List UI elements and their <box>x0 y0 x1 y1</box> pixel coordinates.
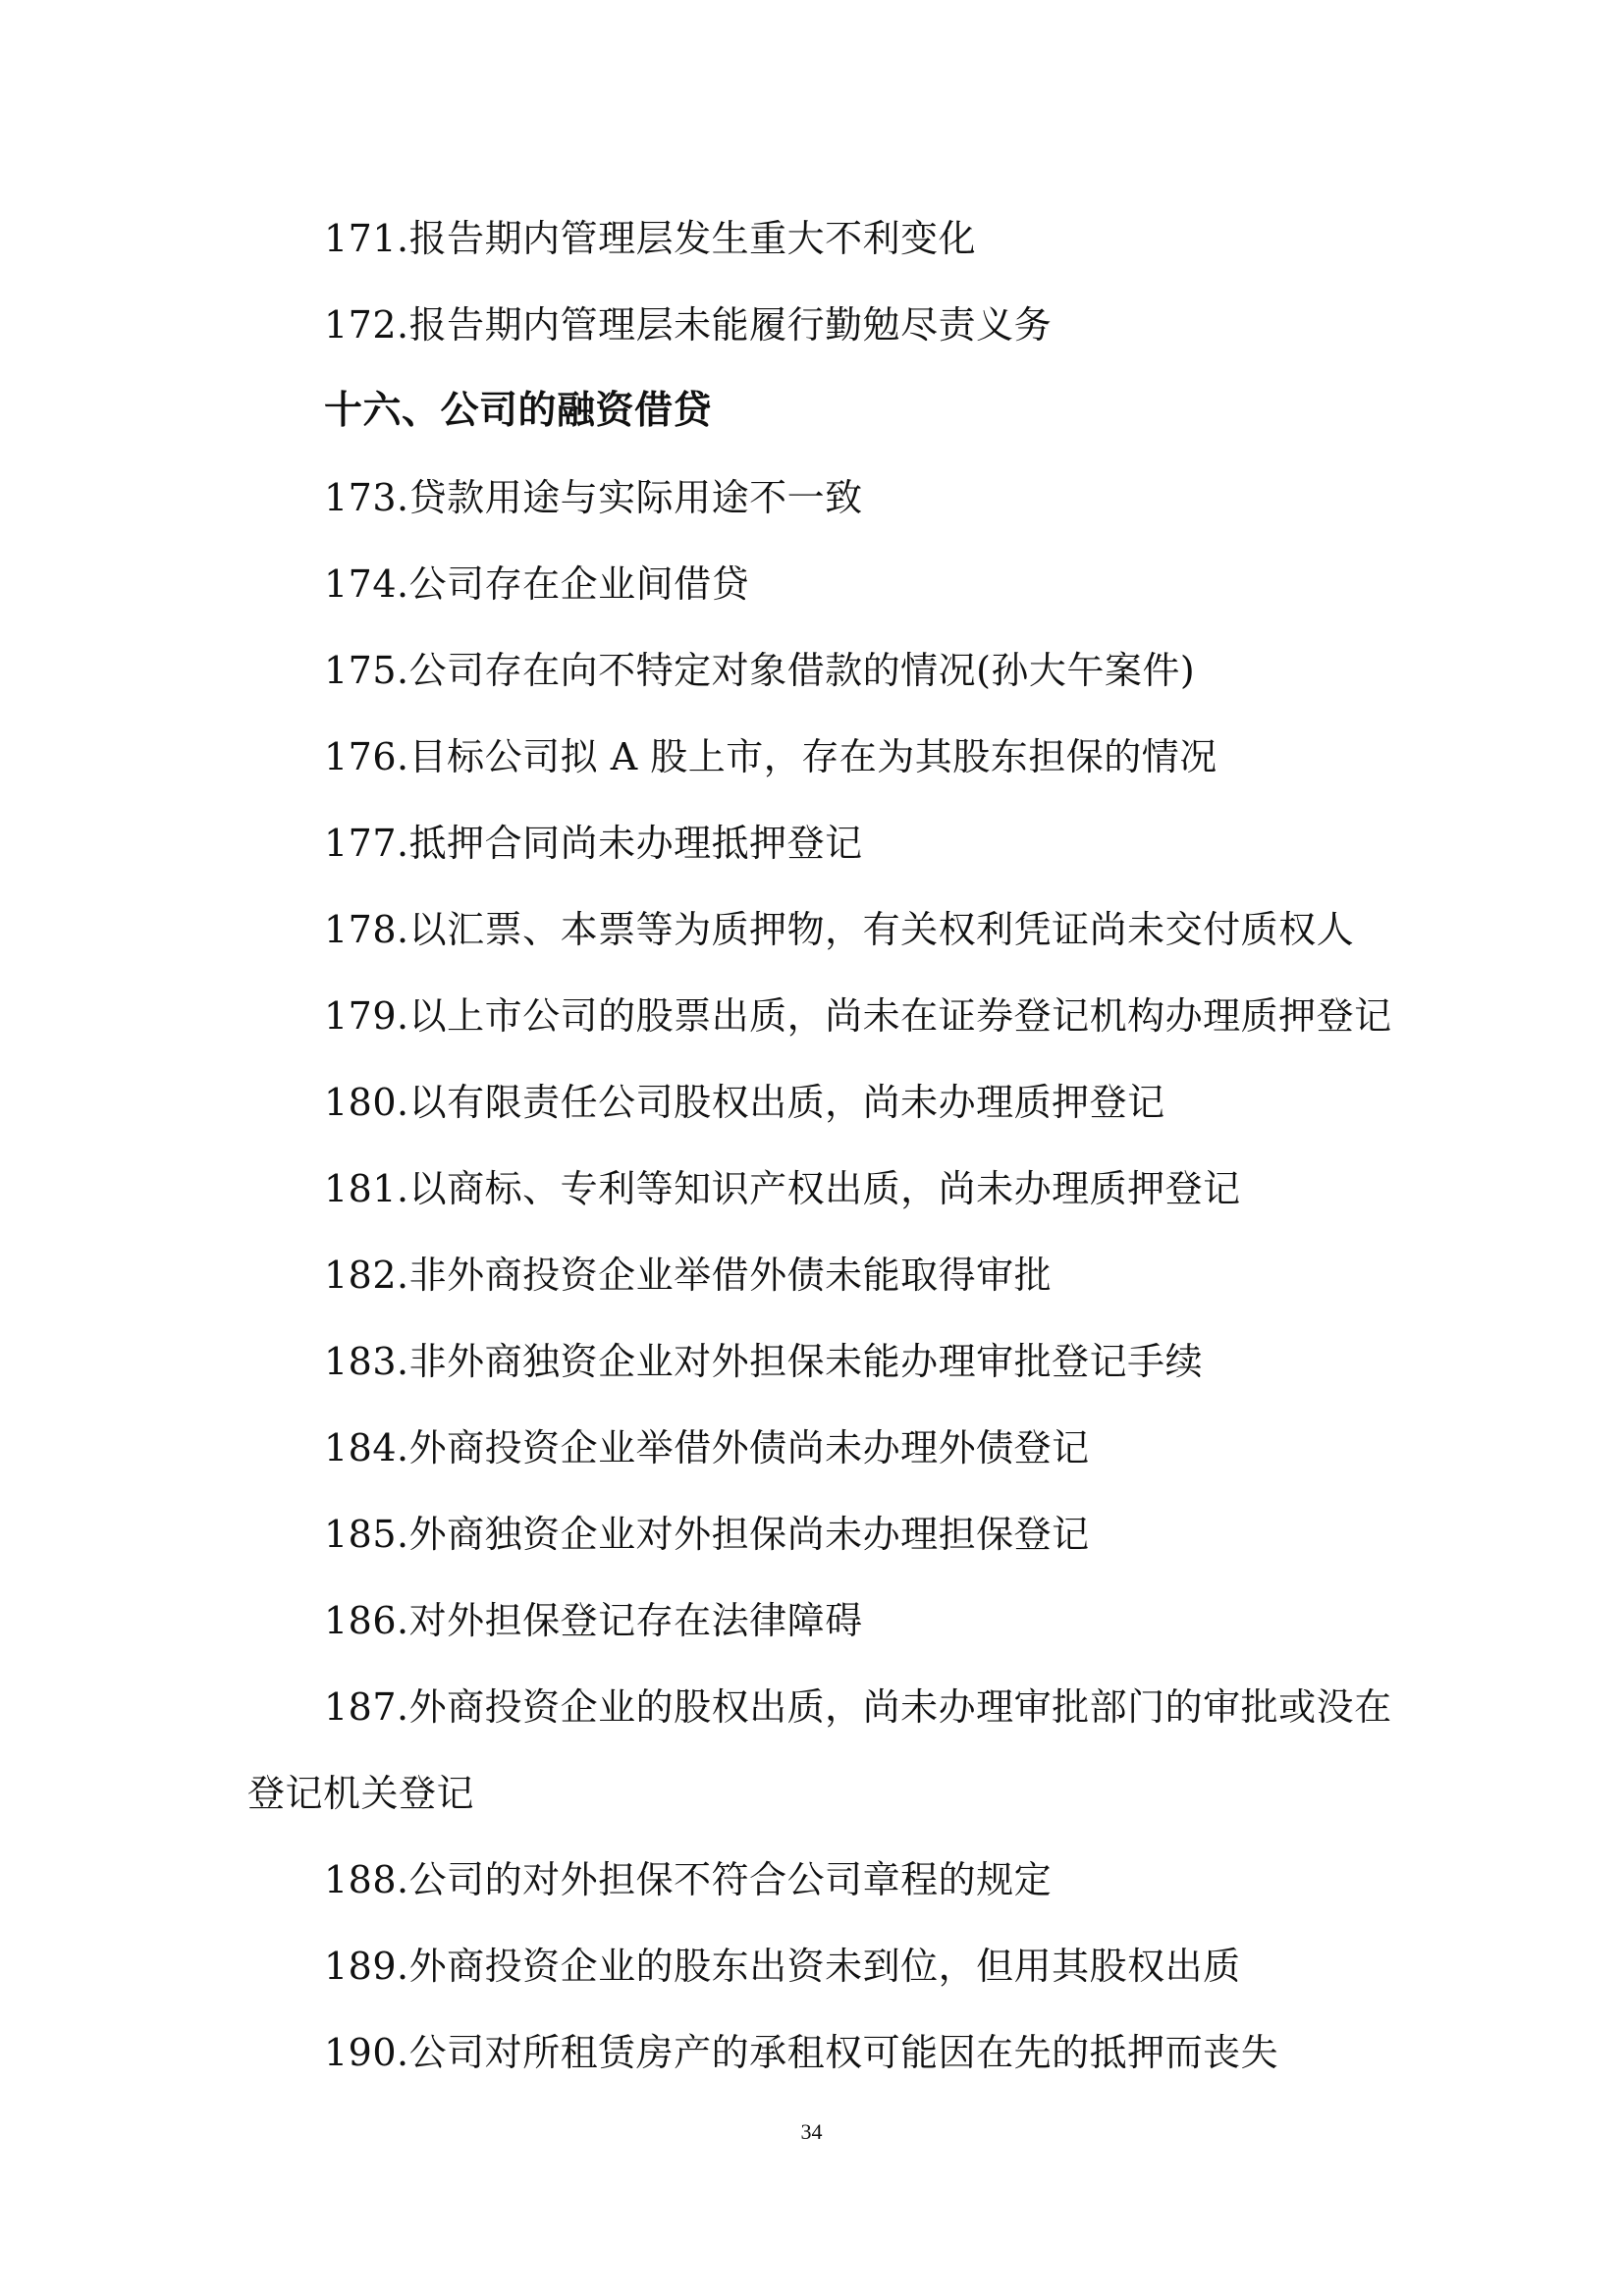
list-item-182: 182.非外商投资企业举借外债未能取得审批 <box>324 1254 1053 1297</box>
list-item-174: 174.公司存在企业间借贷 <box>324 562 750 606</box>
list-item-175: 175.公司存在向不特定对象借款的情况(孙大午案件) <box>324 649 1196 692</box>
list-item-179: 179.以上市公司的股票出质，尚未在证券登记机构办理质押登记 <box>324 994 1392 1038</box>
list-item-183: 183.非外商独资企业对外担保未能办理审批登记手续 <box>324 1340 1204 1383</box>
section-heading: 十六、公司的融资借贷 <box>324 389 713 433</box>
list-item-187: 187.外商投资企业的股权出质，尚未办理审批部门的审批或没在 <box>324 1685 1392 1729</box>
list-item-178: 178.以汇票、本票等为质押物，有关权利凭证尚未交付质权人 <box>324 908 1355 951</box>
list-item-185: 185.外商独资企业对外担保尚未办理担保登记 <box>324 1513 1090 1556</box>
list-item-189: 189.外商投资企业的股东出资未到位，但用其股权出质 <box>324 1945 1241 1988</box>
list-item-180: 180.以有限责任公司股权出质，尚未办理质押登记 <box>324 1081 1165 1124</box>
list-item-190: 190.公司对所租赁房产的承租权可能因在先的抵押而丧失 <box>324 2031 1279 2074</box>
list-item-176: 176.目标公司拟 A 股上市，存在为其股东担保的情况 <box>324 735 1217 778</box>
list-item-186: 186.对外担保登记存在法律障碍 <box>324 1599 863 1642</box>
list-item-177: 177.抵押合同尚未办理抵押登记 <box>324 822 863 865</box>
list-item-173: 173.贷款用途与实际用途不一致 <box>324 476 863 519</box>
list-item-184: 184.外商投资企业举借外债尚未办理外债登记 <box>324 1426 1090 1469</box>
list-item-172: 172.报告期内管理层未能履行勤勉尽责义务 <box>324 303 1053 347</box>
list-item-171: 171.报告期内管理层发生重大不利变化 <box>324 217 977 260</box>
list-item-188: 188.公司的对外担保不符合公司章程的规定 <box>324 1858 1053 1901</box>
list-item-187-continuation: 登记机关登记 <box>247 1772 475 1815</box>
page-number: 34 <box>800 2119 823 2144</box>
list-item-181: 181.以商标、专利等知识产权出质，尚未办理质押登记 <box>324 1167 1241 1210</box>
